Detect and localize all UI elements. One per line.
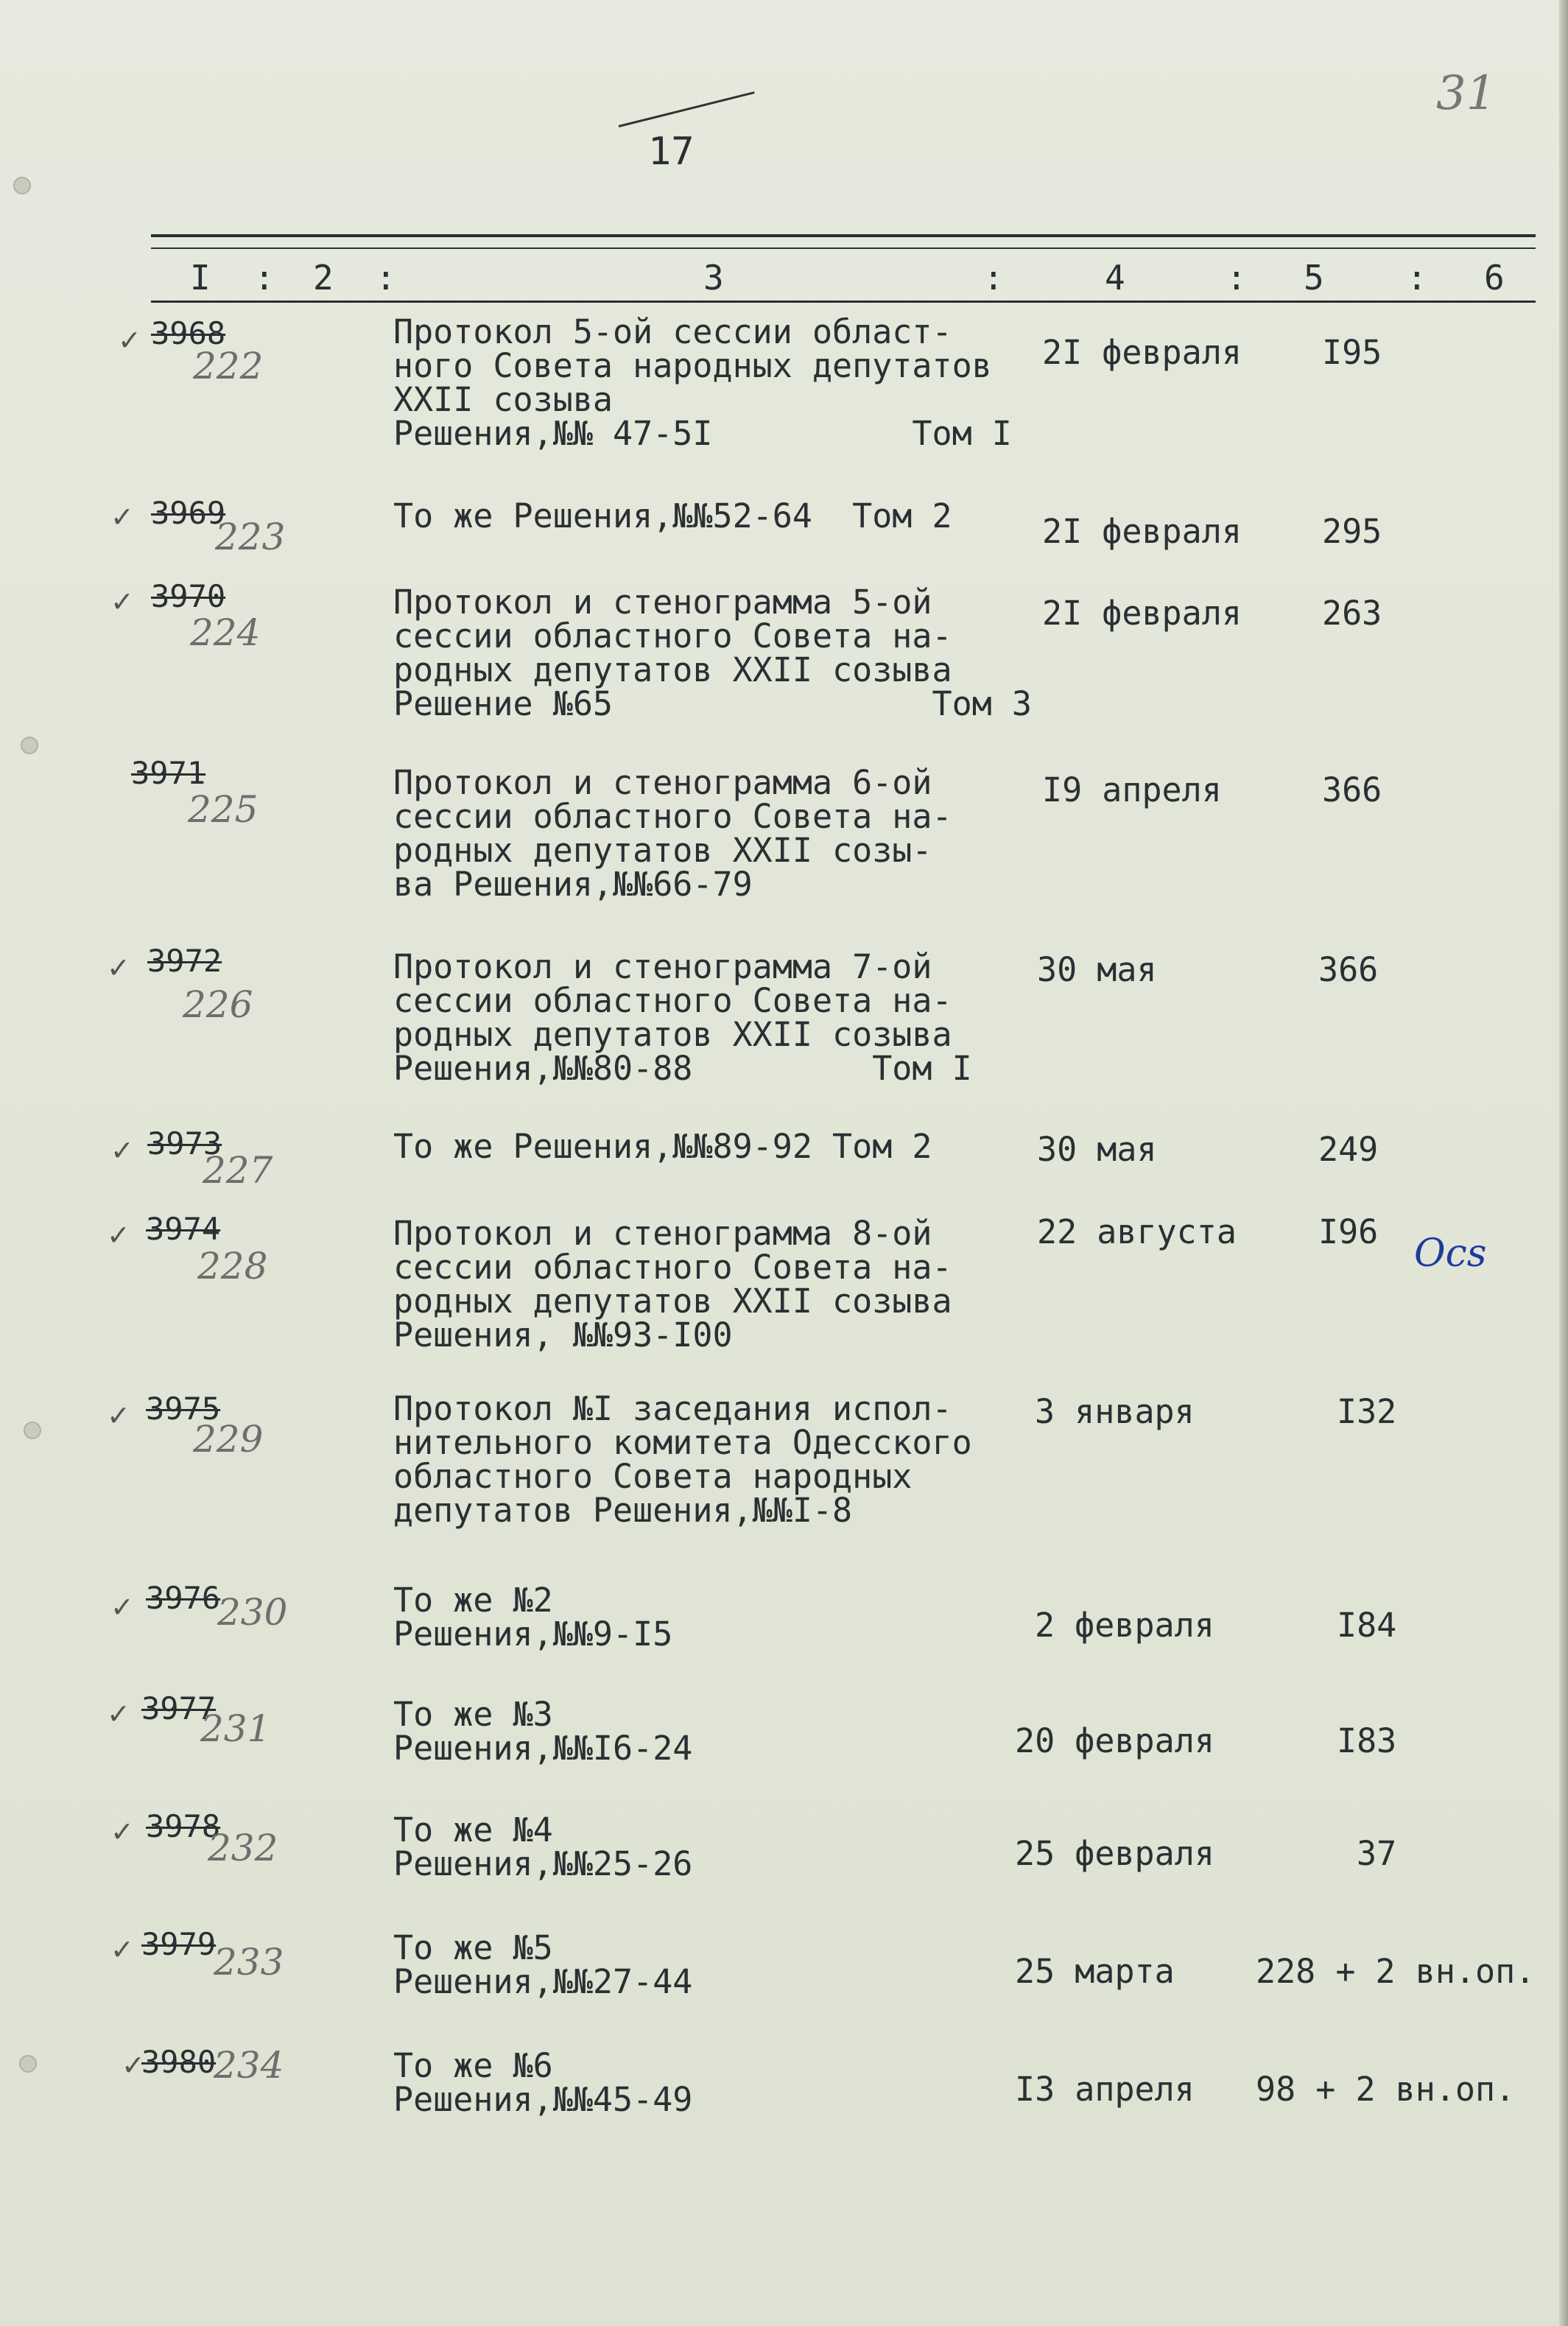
check-mark-icon: ✓ [107,1698,130,1730]
record-description: То же №3 Решения,№№I6-24 [393,1695,693,1768]
record-date: 2I февраля [1042,512,1242,551]
column-header-separator: : [1226,258,1247,298]
record-sheet-count: I96 [1318,1212,1379,1251]
record-description: Протокол и стенограмма 5-ой сессии областного Совета на- родных депутатов XXII созыва Решение №65 Том 3 [393,583,1032,723]
record-description: То же Решения,№№89-92 Том 2 [393,1127,932,1166]
header-rule-top-thin [151,247,1536,249]
record-number: 3973 [147,1125,222,1162]
margin-note: Ocs [1414,1231,1487,1276]
column-header-6: 6 [1484,258,1505,298]
record-description: Протокол №I заседания испол- нительного комитета Одесского областного Совета народных депутатов Решения,№№I-8 [393,1389,972,1530]
header-rule-top [151,234,1536,237]
column-header-1: I [190,258,211,298]
record-number: 3975 [146,1391,221,1427]
record-date: 30 мая [1037,950,1157,989]
column-header-separator: : [983,258,1004,298]
record-number: 3980 [141,2044,217,2080]
handwritten-number: 222 [193,345,264,387]
record-number: 3976 [146,1580,221,1616]
record-number: 3978 [146,1808,221,1844]
check-mark-icon: ✓ [110,1933,134,1966]
check-mark-icon: ✓ [110,501,134,533]
handwritten-number: 229 [193,1418,264,1461]
record-description: То же №6 Решения,№№45-49 [393,2046,693,2119]
record-number: 3969 [151,495,226,531]
check-mark-icon: ✓ [107,1399,130,1432]
handwritten-number: 223 [215,516,286,558]
check-mark-icon: ✓ [107,1219,130,1251]
column-header-5: 5 [1304,258,1324,298]
record-sheet-count: 295 [1322,512,1382,551]
column-header-separator: : [1407,258,1427,298]
record-number: 3977 [141,1690,217,1726]
page-number-strike [619,91,755,127]
handwritten-number: 226 [183,983,253,1026]
record-sheet-count: 98 + 2 вн.оп. [1256,2070,1516,2109]
handwritten-number: 228 [197,1245,268,1287]
record-date: 25 февраля [1015,1834,1214,1873]
record-date: 30 мая [1037,1130,1157,1169]
record-date: 25 марта [1015,1952,1175,1991]
record-number: 3974 [146,1211,221,1247]
check-mark-icon: ✓ [122,2049,145,2081]
record-sheet-count: I95 [1322,333,1382,372]
record-number: 3979 [141,1926,217,1962]
handwritten-number: 231 [200,1707,271,1750]
record-sheet-count: 366 [1322,770,1382,809]
binding-hole [24,1422,41,1439]
record-number: 3971 [131,755,206,791]
record-description: Протокол и стенограмма 7-ой сессии областного Совета на- родных депутатов XXII созыва Решения,№№80-88 Том I [393,947,972,1088]
record-date: I3 апреля [1015,2070,1195,2109]
handwritten-number: 233 [214,1941,284,1984]
record-date: I9 апреля [1042,770,1222,809]
record-sheet-count: 263 [1322,594,1382,633]
column-header-2: 2 [313,258,334,298]
record-sheet-count: 366 [1318,950,1379,989]
column-header-separator: : [376,258,396,298]
binding-hole [21,737,38,754]
check-mark-icon: ✓ [118,324,141,356]
record-description: Протокол и стенограмма 6-ой сессии областного Совета на- родных депутатов XXII созы- ва Решения,№№66-79 [393,763,952,904]
record-number: 3968 [151,315,226,351]
handwritten-number: 225 [188,788,259,831]
check-mark-icon: ✓ [110,586,134,618]
record-description: То же №4 Решения,№№25-26 [393,1810,693,1883]
record-sheet-count: I32 [1337,1392,1397,1431]
record-date: 2I февраля [1042,594,1242,633]
check-mark-icon: ✓ [110,1591,134,1623]
check-mark-icon: ✓ [110,1816,134,1848]
record-description: Протокол и стенограмма 8-ой сессии областного Совета на- родных депутатов XXII созыва Решения, №№93-I00 [393,1214,952,1355]
binding-hole [19,2055,37,2073]
binding-hole [13,177,31,194]
page-edge [1559,0,1568,2326]
record-sheet-count: 249 [1318,1130,1379,1169]
handwritten-number: 224 [190,611,261,654]
record-date: 2 февраля [1035,1606,1214,1645]
record-number: 3972 [147,943,222,979]
check-mark-icon: ✓ [110,1134,134,1167]
record-description: То же №5 Решения,№№27-44 [393,1928,693,2001]
record-description: Протокол 5-ой сессии област- ного Совета народных депутатов XXII созыва Решения,№№ 47-5I Том I [393,312,1012,453]
check-mark-icon: ✓ [107,952,130,984]
record-description: То же №2 Решения,№№9-I5 [393,1581,673,1654]
handwritten-number: 232 [208,1827,278,1869]
record-description: То же Решения,№№52-64 Том 2 [393,496,952,535]
page-number: 17 [648,130,695,174]
record-sheet-count: 228 + 2 вн.оп. [1256,1952,1536,1991]
record-sheet-count: I84 [1337,1606,1397,1645]
column-header-4: 4 [1105,258,1125,298]
folio-number: 31 [1436,66,1497,121]
record-date: 20 февраля [1015,1721,1214,1760]
record-number: 3970 [151,578,226,614]
header-rule-bottom [151,301,1536,303]
column-header-3: 3 [703,258,724,298]
handwritten-number: 234 [214,2044,284,2087]
record-sheet-count: 37 [1357,1834,1397,1873]
record-date: 22 августа [1037,1212,1237,1251]
handwritten-number: 230 [217,1591,288,1634]
record-date: 2I февраля [1042,333,1242,372]
record-sheet-count: I83 [1337,1721,1397,1760]
handwritten-number: 227 [203,1149,273,1192]
record-date: 3 января [1035,1392,1195,1431]
column-header-separator: : [254,258,275,298]
